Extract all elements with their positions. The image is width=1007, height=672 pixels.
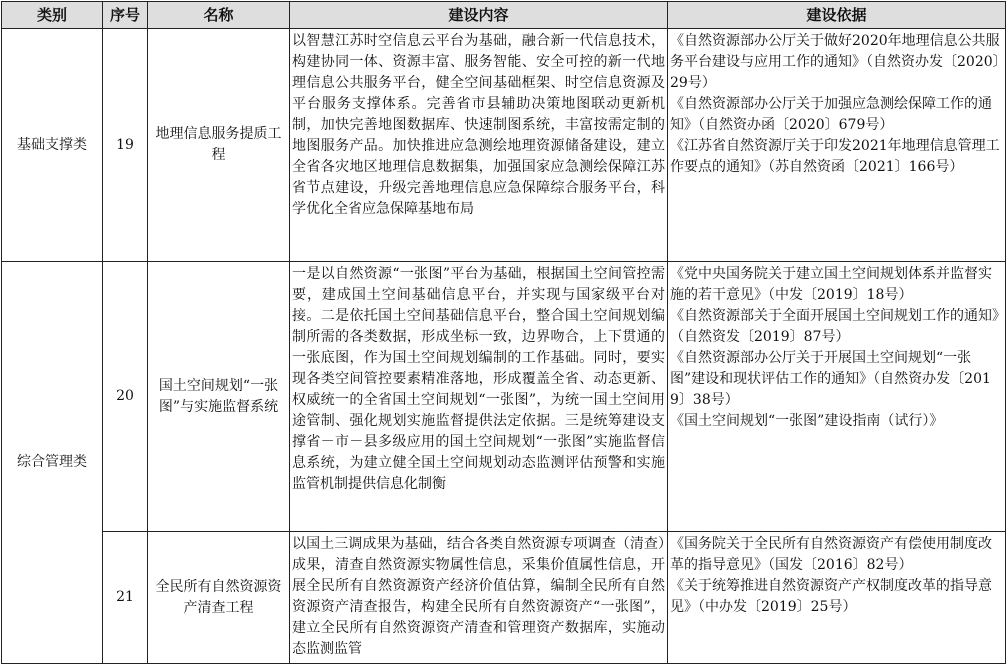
basis-item: 《自然资源部关于全面开展国土空间规划工作的通知》（自然资发〔2019〕87号） [670,308,999,345]
header-basis: 建设依据 [668,2,1006,29]
row-content: 以国土三调成果为基础，结合各类自然资源专项调查（清查）成果，清查自然资源实物属性信息，采集价值属性信息，开展全民所有自然资源资产经济价值估算，编制全民所有自然资源资产清查报告，构建全民所有自然资源资产“一张图”，建立全民所有自然资源资产清查和管理资产数据库，实施动态监测监管 [290,532,668,664]
basis-item: 《国土空间规划“一张图”建设指南（试行）》 [670,413,944,429]
row-num: 19 [103,29,148,262]
basis-item: 《关于统筹推进自然资源资产产权制度改革的指导意见》（中办发〔2019〕25号） [670,578,992,615]
row-content: 一是以自然资源“一张图”平台为基础，根据国土空间管控需要，建成国土空间基础信息平台，并实现与国家级平台对接。二是依托国土空间基础信息平台，整合国土空间规划编制所需的各类数据，形成坐标一致，边界吻合，上下贯通的一张底图，作为国土空间规划编制的工作基础。同时，要实现各类空间管控要素精准落地，形成覆盖全省、动态更新、权威统一的全省国土空间规划“一张图”，为统一国土空间用途管制、强化规划实施监督提供法定依据。三是统筹建设支撑省－市－县多级应用的国土空间规划“一张图”实施监督信息系统，为建立健全国土空间规划动态监测评估预警和实施监管机制提供信息化制衡 [290,262,668,532]
table-row [2,532,1006,664]
row-name: 全民所有自然资源资产清查工程 [148,532,290,664]
basis-item: 《自然资源部办公厅关于做好2020年地理信息公共服务平台建设与应用工作的通知》（自然资办发〔2020〕29号） [670,33,1000,91]
row-num: 21 [103,532,148,664]
row-basis [668,29,1006,262]
basis-item: 《自然资源部办公厅关于加强应急测绘保障工作的通知》（自然资办函〔2020〕679号） [670,96,992,133]
row-basis [668,262,1006,532]
row-content: 以智慧江苏时空信息云平台为基础，融合新一代信息技术，构建协同一体、资源丰富、服务智能、安全可控的新一代地理信息公共服务平台，健全空间基础框架、时空信息资源及平台服务支撑体系。完善省市县辅助决策地图联动更新机制，加快完善地图数据库、快速制图系统，丰富按需定制的地图服务产品。加快推进应急测绘地理资源储备建设，建立全省各灾地区地理信息数据集，加强国家应急测绘保障江苏省节点建设，升级完善地理信息应急保障综合服务平台，科学优化全省应急保障基地布局 [290,29,668,262]
basis-item: 《党中央国务院关于建立国土空间规划体系并监督实施的若干意见》（中发〔2019〕18号） [670,266,992,303]
basis-item: 《国务院关于全民所有自然资源资产有偿使用制度改革的指导意见》（国发〔2016〕82号） [670,536,992,573]
header-content: 建设内容 [290,2,668,29]
row-num: 20 [103,262,148,532]
row-category: 基础支撑类 [2,29,103,262]
table-row [2,262,1006,532]
table-row [2,29,1006,262]
basis-item: 《江苏省自然资源厅关于印发2021年地理信息管理工作要点的通知》（苏自然资函〔2021〕166号） [670,138,1000,175]
row-name: 地理信息服务提质工程 [148,29,290,262]
row-category: 综合管理类 [2,262,103,664]
table-header-row [2,2,1006,29]
header-num: 序号 [103,2,148,29]
basis-item: 《自然资源部办公厅关于开展国土空间规划“一张图”建设和现状评估工作的通知》（自然资办发〔2019〕38号） [670,350,991,408]
row-name: 国土空间规划“一张图”与实施监督系统 [148,262,290,532]
header-name: 名称 [148,2,290,29]
row-basis [668,532,1006,664]
header-category: 类别 [2,2,103,29]
project-table [1,1,1006,664]
